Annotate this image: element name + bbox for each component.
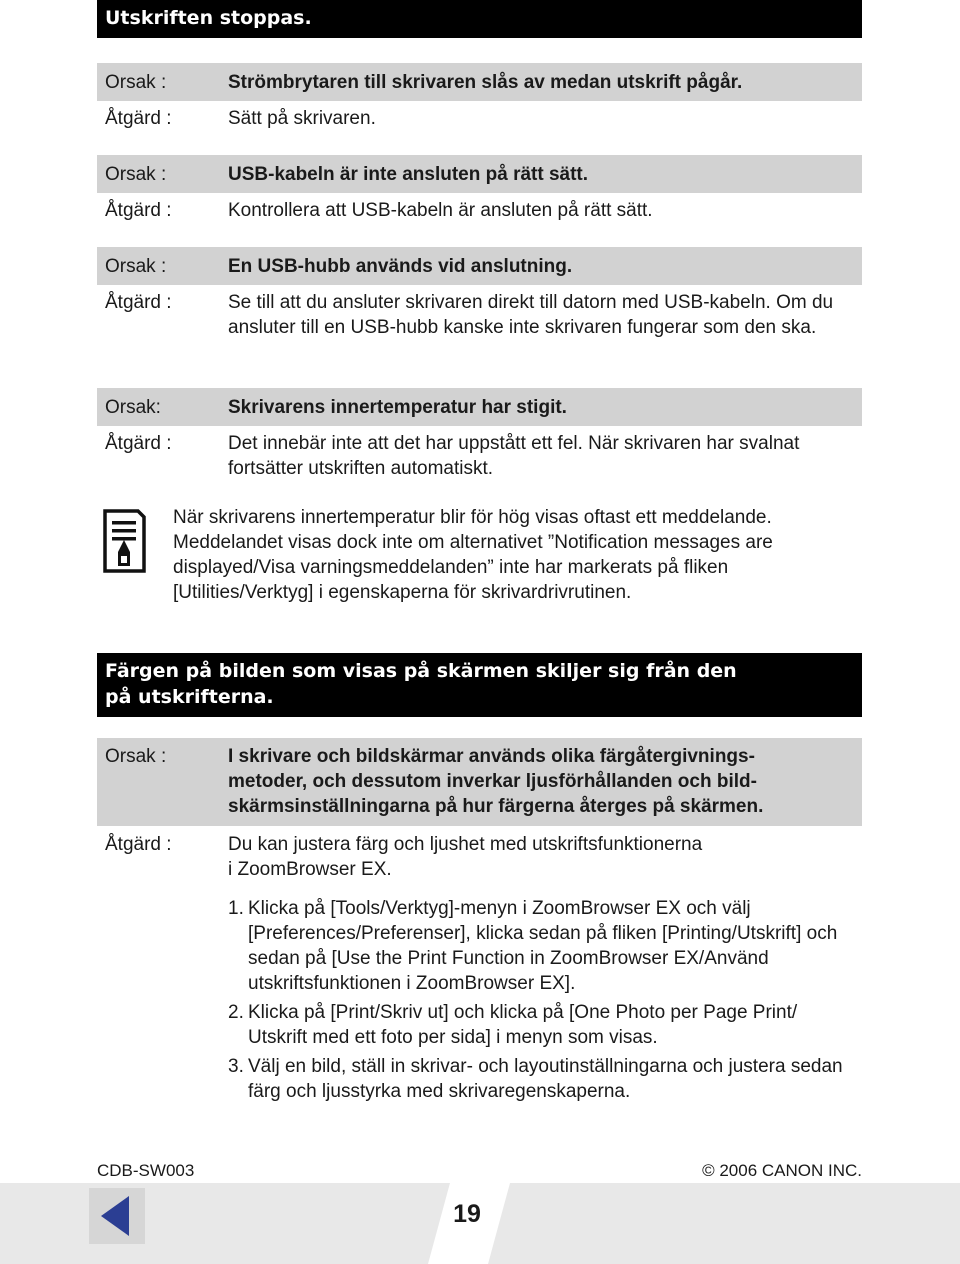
action-row-1 [97,104,862,132]
action-row-4 [97,429,862,483]
action-label: Åtgärd : [105,200,172,221]
step-text: Välj en bild, ställ in skrivar- och layoutinställningarna och justera sedan färg och ljusstyrka med skrivaregenskaperna. [248,1056,843,1102]
action-row-3 [97,288,862,366]
step-item [228,1000,858,1050]
cause-row-5 [97,738,862,826]
action-label: Åtgärd : [105,108,172,129]
cause-label: Orsak: [105,397,161,418]
cause-text-line: metoder, och dessutom inverkar ljusförhållanden och bild- [228,771,757,792]
step-text: Klicka på [Tools/Verktyg]-menyn i ZoomBrowser EX och välj [Preferences/Preferenser], klicka sedan på fliken [Printing/Utskrift] och sedan på [Use the Print Function in ZoomBrowser EX/Använd utskriftsfunktionen i ZoomBrowser EX]. [248,898,838,994]
step-item [228,1054,858,1104]
action-text: Kontrollera att USB-kabeln är ansluten på rätt sätt. [228,200,653,221]
step-number: 1. [228,898,244,919]
action-label: Åtgärd : [105,433,172,454]
note-text: När skrivarens innertemperatur blir för hög visas oftast ett meddelande. Meddelandet visas dock inte om alternativet ”Notification messages are displayed/Visa varningsmeddelanden” inte har markerats på fliken [Utilities/Verktyg] i egenskaperna för skrivardrivrutinen. [173,507,773,603]
action-label: Åtgärd : [105,834,172,855]
copyright: © 2006 CANON INC. [702,1161,862,1180]
action-label: Åtgärd : [105,292,172,313]
step-number: 3. [228,1056,244,1077]
page-number: 19 [453,1200,481,1228]
action-text: Det innebär inte att det har uppstått ett fel. När skrivaren har svalnat fortsätter utskriften automatiskt. [228,433,800,479]
step-text: Klicka på [Print/Skriv ut] och klicka på [One Photo per Page Print/ Utskrift med ett foto per sida] i menyn som visas. [248,1002,798,1048]
memo-note-icon [102,508,146,574]
cause-row-1 [97,63,862,101]
step-number: 2. [228,1002,244,1023]
triangle-left-icon [89,1188,145,1244]
section-title [97,0,862,38]
doc-code: CDB-SW003 [97,1161,195,1180]
cause-row-3 [97,247,862,285]
cause-text-line: I skrivare och bildskärmar används olika färgåtergivnings- [228,746,755,767]
cause-text: Strömbrytaren till skrivaren slås av medan utskrift pågår. [228,72,743,93]
cause-text-line: skärmsinställningarna på hur färgerna återges på skärmen. [228,796,764,817]
action-row-2 [97,196,862,224]
cause-row-4 [97,388,862,426]
section-title-text: Utskriften stoppas. [105,7,312,29]
section-title [97,653,862,717]
action-text-line: i ZoomBrowser EX. [228,859,392,880]
previous-page-button[interactable] [89,1188,145,1244]
cause-label: Orsak : [105,746,167,767]
action-text: Sätt på skrivaren. [228,108,376,129]
cause-row-2 [97,155,862,193]
step-item [228,896,858,996]
section-title-line: Färgen på bilden som visas på skärmen skiljer sig från den [105,660,737,682]
steps-list [228,896,858,1108]
cause-text: USB-kabeln är inte ansluten på rätt sätt. [228,164,589,185]
action-text: Se till att du ansluter skrivaren direkt till datorn med USB-kabeln. Om du ansluter till en USB-hubb kanske inte skrivaren fungerar som den ska. [228,292,834,338]
cause-label: Orsak : [105,164,167,185]
action-row-5 [97,830,862,884]
cause-text: En USB-hubb används vid anslutning. [228,256,573,277]
action-text-line: Du kan justera färg och ljushet med utskriftsfunktionerna [228,834,703,855]
cause-label: Orsak : [105,256,167,277]
cause-label: Orsak : [105,72,167,93]
cause-text: Skrivarens innertemperatur har stigit. [228,397,567,418]
section-title-line: på utskrifterna. [105,686,274,708]
